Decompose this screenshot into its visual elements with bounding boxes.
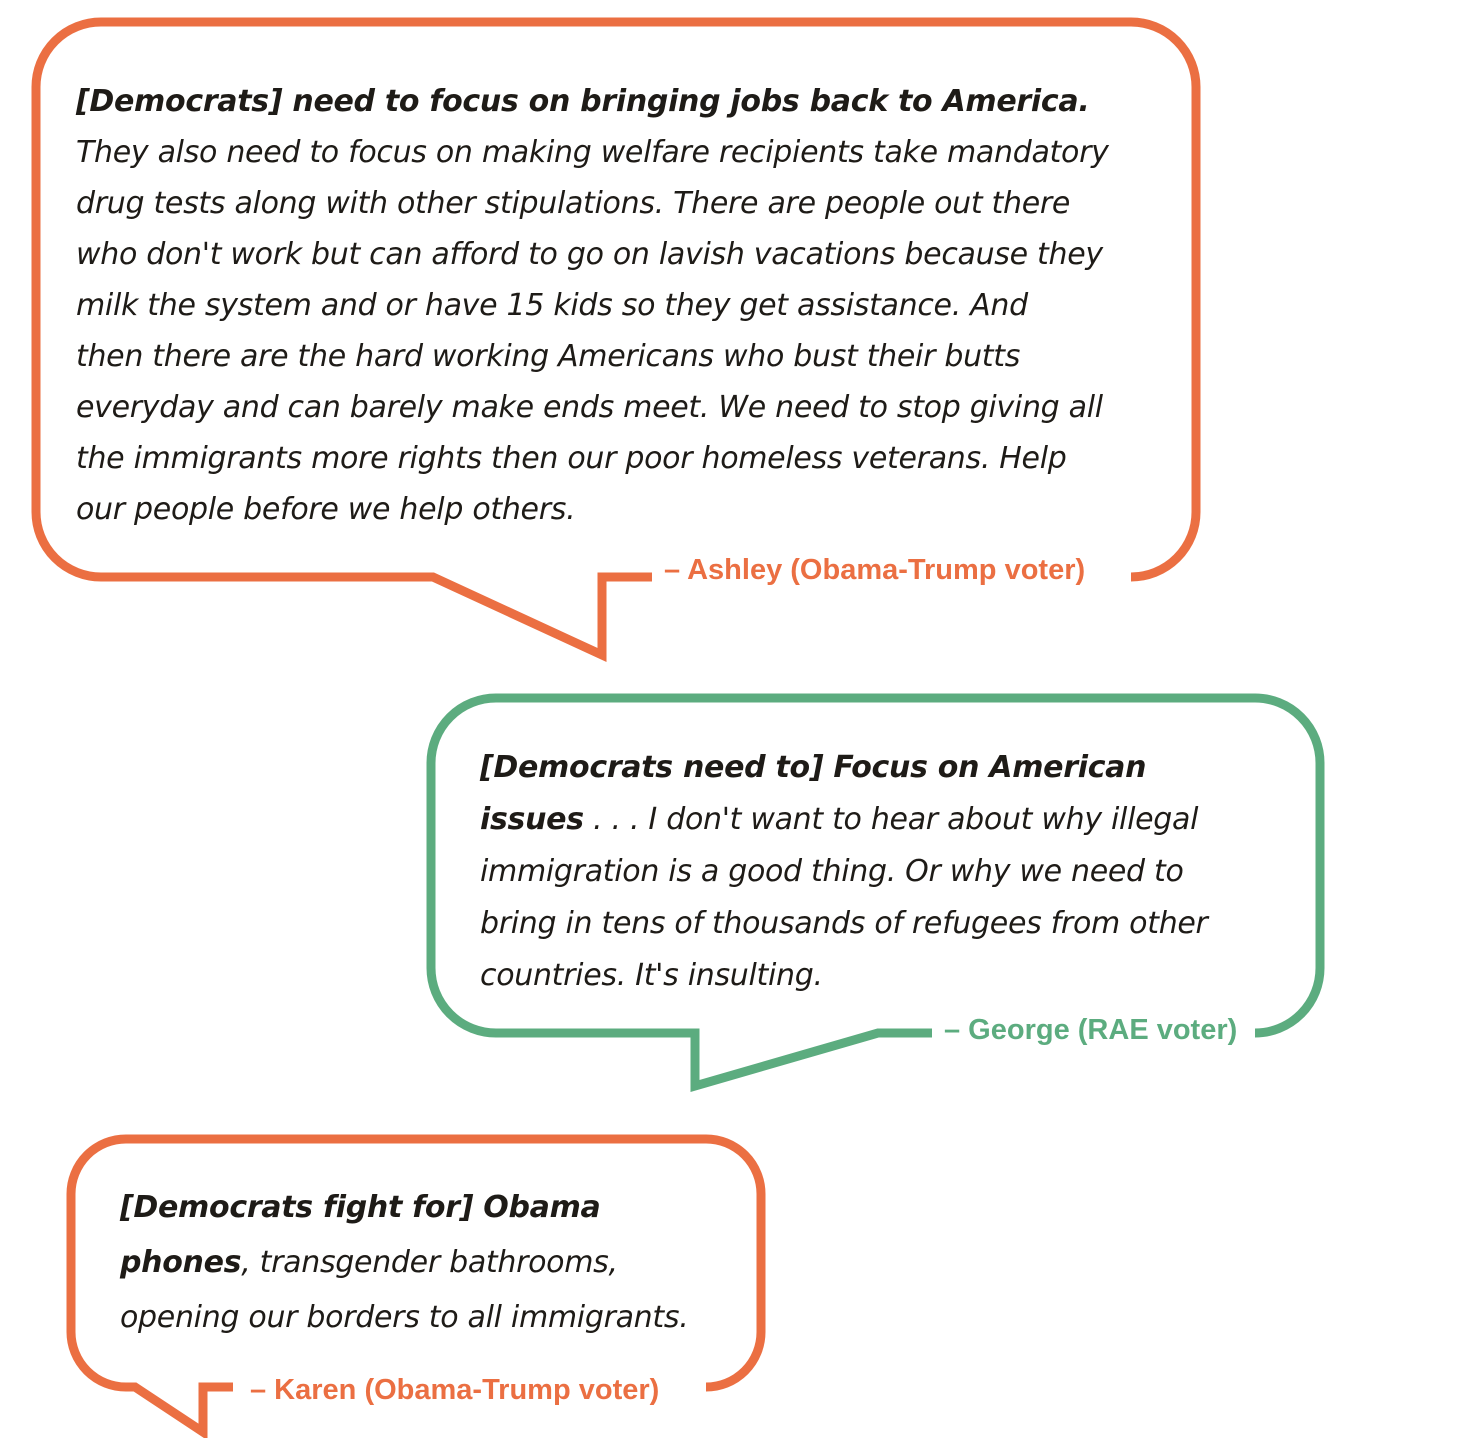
quote-line (120, 1290, 688, 1345)
quote-regular-text: countries. It's insulting. (480, 958, 823, 993)
quote-line (480, 742, 1208, 794)
quote-regular-text: then there are the hard working Americans who bust their butts (76, 339, 1021, 374)
quote-bold-text: issues (480, 802, 584, 837)
quote-line (120, 1235, 688, 1290)
quote-regular-text: opening our borders to all immigrants. (120, 1300, 689, 1335)
quote-line (480, 794, 1208, 846)
quote-regular-text: bring in tens of thousands of refugees from other (480, 906, 1208, 941)
quote-line (76, 178, 1109, 229)
quote-line (76, 280, 1109, 331)
quote-regular-text: everyday and can barely make ends meet. We need to stop giving all (76, 390, 1103, 425)
quote-text-karen (120, 1180, 688, 1345)
quote-bold-text: [Democrats fight for] Obama (120, 1190, 601, 1225)
quote-line (76, 229, 1109, 280)
quote-regular-text: milk the system and or have 15 kids so they get assistance. And (76, 288, 1028, 323)
attribution-george: – George (RAE voter) (938, 1014, 1243, 1047)
quote-regular-text: immigration is a good thing. Or why we need to (480, 854, 1184, 889)
quote-line (76, 331, 1109, 382)
quote-bold-text: [Democrats need to] Focus on American (480, 750, 1147, 785)
quote-line (76, 76, 1109, 127)
quote-regular-text: the immigrants more rights then our poor homeless veterans. Help (76, 441, 1067, 476)
quote-line (76, 382, 1109, 433)
attribution-ashley: – Ashley (Obama-Trump voter) (658, 554, 1091, 587)
quote-line (480, 846, 1208, 898)
quote-line (76, 433, 1109, 484)
attribution-karen: – Karen (Obama-Trump voter) (244, 1374, 665, 1407)
quote-regular-text: . . . I don't want to hear about why illegal (583, 802, 1199, 837)
quote-bold-text: [Democrats] need to focus on bringing jobs back to America. (76, 84, 1090, 119)
quote-regular-text: They also need to focus on making welfare recipients take mandatory (76, 135, 1109, 170)
quote-regular-text: drug tests along with other stipulations. There are people out there (76, 186, 1071, 221)
quote-regular-text: , transgender bathrooms, (241, 1245, 618, 1280)
quote-text-george (480, 742, 1208, 1002)
quote-line (480, 950, 1208, 1002)
quote-line (480, 898, 1208, 950)
quote-regular-text: who don't work but can afford to go on lavish vacations because they (76, 237, 1103, 272)
quote-line (76, 484, 1109, 535)
quote-regular-text: our people before we help others. (76, 492, 576, 527)
quote-text-ashley (76, 76, 1109, 535)
quote-bold-text: phones (120, 1245, 242, 1280)
quote-line (76, 127, 1109, 178)
quote-line (120, 1180, 688, 1235)
